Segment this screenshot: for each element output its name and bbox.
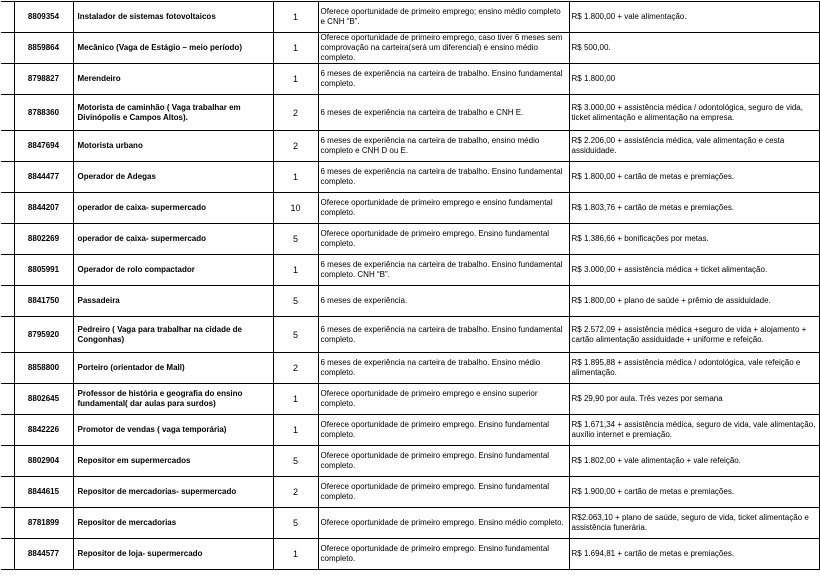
vacancy-count: 5	[273, 224, 318, 255]
job-title: Repositor em supermercados	[73, 446, 273, 477]
job-salary: R$ 1.803,76 + cartão de metas e premiações.	[569, 193, 819, 224]
row-margin-cell	[1, 255, 14, 286]
vacancy-count: 1	[273, 255, 318, 286]
job-title: Operador de Adegas	[73, 162, 273, 193]
job-title: Porteiro (orientador de Mall)	[73, 353, 273, 384]
table-row	[1, 33, 819, 64]
job-requirements: 6 meses de experiência na carteira de trabalho. Ensino fundamental completo.	[318, 64, 569, 95]
job-listings-body	[1, 2, 819, 570]
job-requirements: 6 meses de experiência na carteira de trabalho. Ensino fundamental completo.	[318, 317, 569, 353]
job-salary: R$ 2.572,09 + assistência médica +seguro de vida + alojamento + cartão alimentação assiduidade + uniforme e refeição.	[569, 317, 819, 353]
table-row	[1, 131, 819, 162]
job-requirements: Oferece oportunidade de primeiro emprego e ensino fundamental completo.	[318, 193, 569, 224]
vacancy-count: 1	[273, 33, 318, 64]
job-code: 8805991	[14, 255, 73, 286]
row-margin-cell	[1, 131, 14, 162]
job-title: Professor de história e geografia do ensino fundamental( dar aulas para surdos)	[73, 384, 273, 415]
job-requirements: Oferece oportunidade de primeiro emprego. Ensino fundamental completo.	[318, 477, 569, 508]
job-code: 8802904	[14, 446, 73, 477]
job-code: 8844577	[14, 539, 73, 570]
row-margin-cell	[1, 508, 14, 539]
table-row	[1, 193, 819, 224]
row-margin-cell	[1, 286, 14, 317]
job-title: Mecânico (Vaga de Estágio – meio período)	[73, 33, 273, 64]
job-code: 8841750	[14, 286, 73, 317]
job-requirements: 6 meses de experiência na carteira de trabalho. Ensino médio completo.	[318, 353, 569, 384]
job-code: 8802269	[14, 224, 73, 255]
job-requirements: 6 meses de experiência na carteira de trabalho. Ensino fundamental completo. CNH “B”.	[318, 255, 569, 286]
job-code: 8842226	[14, 415, 73, 446]
table-row	[1, 64, 819, 95]
vacancy-count: 2	[273, 95, 318, 131]
table-row	[1, 446, 819, 477]
job-salary: R$ 1.694,81 + cartão de metas e premiações.	[569, 539, 819, 570]
job-requirements: Oferece oportunidade de primeiro emprego; ensino médio completo e CNH “B”.	[318, 2, 569, 33]
job-salary: R$ 29,90 por aula. Três vezes por semana	[569, 384, 819, 415]
job-title: Repositor de loja- supermercado	[73, 539, 273, 570]
row-margin-cell	[1, 477, 14, 508]
vacancy-count: 1	[273, 384, 318, 415]
job-title: Operador de rolo compactador	[73, 255, 273, 286]
job-requirements: Oferece oportunidade de primeiro emprego. Ensino fundamental completo.	[318, 415, 569, 446]
row-margin-cell	[1, 33, 14, 64]
job-title: Instalador de sistemas fotovoltaicos	[73, 2, 273, 33]
job-title: Motorista de caminhão ( Vaga trabalhar em Divinópolis e Campos Altos).	[73, 95, 273, 131]
table-row	[1, 477, 819, 508]
table-row	[1, 224, 819, 255]
job-requirements: Oferece oportunidade de primeiro emprego e ensino superior completo.	[318, 384, 569, 415]
vacancy-count: 2	[273, 353, 318, 384]
table-row	[1, 384, 819, 415]
job-code: 8798827	[14, 64, 73, 95]
job-code: 8802645	[14, 384, 73, 415]
job-code: 8858800	[14, 353, 73, 384]
job-code: 8847694	[14, 131, 73, 162]
vacancy-count: 5	[273, 446, 318, 477]
row-margin-cell	[1, 415, 14, 446]
job-title: Promotor de vendas ( vaga temporária)	[73, 415, 273, 446]
vacancy-count: 5	[273, 317, 318, 353]
job-requirements: Oferece oportunidade de primeiro emprego, caso tiver 6 meses sem comprovação na carteira(será um diferencial) e ensino médio completo.	[318, 33, 569, 64]
table-row	[1, 508, 819, 539]
job-title: operador de caixa- supermercado	[73, 224, 273, 255]
table-row	[1, 162, 819, 193]
job-code: 8795920	[14, 317, 73, 353]
vacancy-count: 1	[273, 415, 318, 446]
job-salary: R$ 1.386,66 + bonificações por metas.	[569, 224, 819, 255]
job-title: Motorista urbano	[73, 131, 273, 162]
vacancy-count: 2	[273, 131, 318, 162]
job-salary: R$ 1.800,00 + vale alimentação.	[569, 2, 819, 33]
job-requirements: 6 meses de experiência na carteira de trabalho, ensino médio completo e CNH D ou E.	[318, 131, 569, 162]
job-salary: R$ 500,00.	[569, 33, 819, 64]
job-salary: R$ 3.000,00 + assistência médica + ticket alimentação.	[569, 255, 819, 286]
vacancy-count: 1	[273, 539, 318, 570]
job-code: 8781899	[14, 508, 73, 539]
vacancy-count: 5	[273, 286, 318, 317]
table-row	[1, 539, 819, 570]
job-title: Repositor de mercadorias- supermercado	[73, 477, 273, 508]
row-margin-cell	[1, 446, 14, 477]
row-margin-cell	[1, 2, 14, 33]
job-salary: R$ 2.206,00 + assistência médica, vale alimentação e cesta assiduidade.	[569, 131, 819, 162]
job-code: 8859864	[14, 33, 73, 64]
job-salary: R$ 1.800,00 + plano de saúde + prêmio de assiduidade.	[569, 286, 819, 317]
row-margin-cell	[1, 353, 14, 384]
job-salary: R$ 1.802,00 + vale alimentação + vale refeição.	[569, 446, 819, 477]
job-code: 8844207	[14, 193, 73, 224]
job-code: 8844615	[14, 477, 73, 508]
row-margin-cell	[1, 539, 14, 570]
vacancy-count: 1	[273, 162, 318, 193]
table-row	[1, 415, 819, 446]
job-salary: R$ 1.900,00 + cartão de metas e premiações.	[569, 477, 819, 508]
vacancy-count: 1	[273, 64, 318, 95]
row-margin-cell	[1, 224, 14, 255]
job-code: 8844477	[14, 162, 73, 193]
vacancy-count: 1	[273, 2, 318, 33]
job-salary: R$ 1.671,34 + assistência médica, seguro de vida, vale alimentação, auxílio internet e premiação.	[569, 415, 819, 446]
row-margin-cell	[1, 384, 14, 415]
row-margin-cell	[1, 64, 14, 95]
job-title: operador de caixa- supermercado	[73, 193, 273, 224]
table-row	[1, 2, 819, 33]
table-row	[1, 286, 819, 317]
vacancy-count: 5	[273, 508, 318, 539]
job-code: 8788360	[14, 95, 73, 131]
table-row	[1, 353, 819, 384]
job-requirements: Oferece oportunidade de primeiro emprego. Ensino fundamental completo.	[318, 224, 569, 255]
vacancy-count: 10	[273, 193, 318, 224]
job-requirements: Oferece oportunidade de primeiro emprego. Ensino fundamental completo.	[318, 446, 569, 477]
table-row	[1, 317, 819, 353]
job-title: Passadeira	[73, 286, 273, 317]
job-salary: R$2.063,10 + plano de saúde, seguro de vida, ticket alimentação e assistência funerária.	[569, 508, 819, 539]
row-margin-cell	[1, 317, 14, 353]
row-margin-cell	[1, 193, 14, 224]
job-requirements: Oferece oportunidade de primeiro emprego. Ensino fundamental completo.	[318, 539, 569, 570]
job-requirements: 6 meses de experiência na carteira de trabalho e CNH E.	[318, 95, 569, 131]
job-listings-table	[1, 1, 820, 570]
job-title: Pedreiro ( Vaga para trabalhar na cidade de Congonhas)	[73, 317, 273, 353]
job-salary: R$ 1.895,88 + assistência médica / odontológica, vale refeição e alimentação.	[569, 353, 819, 384]
job-salary: R$ 1.800,00 + cartão de metas e premiações.	[569, 162, 819, 193]
job-code: 8809354	[14, 2, 73, 33]
job-salary: R$ 3.000,00 + assistência médica / odontológica, seguro de vida, ticket alimentação e alimentação na empresa.	[569, 95, 819, 131]
table-row	[1, 95, 819, 131]
vacancy-count: 2	[273, 477, 318, 508]
job-requirements: 6 meses de experiência na carteira de trabalho. Ensino fundamental completo.	[318, 162, 569, 193]
job-title: Repositor de mercadorias	[73, 508, 273, 539]
job-title: Merendeiro	[73, 64, 273, 95]
job-requirements: Oferece oportunidade de primeiro emprego. Ensino médio completo.	[318, 508, 569, 539]
job-requirements: 6 meses de experiência.	[318, 286, 569, 317]
job-salary: R$ 1.800,00	[569, 64, 819, 95]
row-margin-cell	[1, 95, 14, 131]
table-row	[1, 255, 819, 286]
row-margin-cell	[1, 162, 14, 193]
